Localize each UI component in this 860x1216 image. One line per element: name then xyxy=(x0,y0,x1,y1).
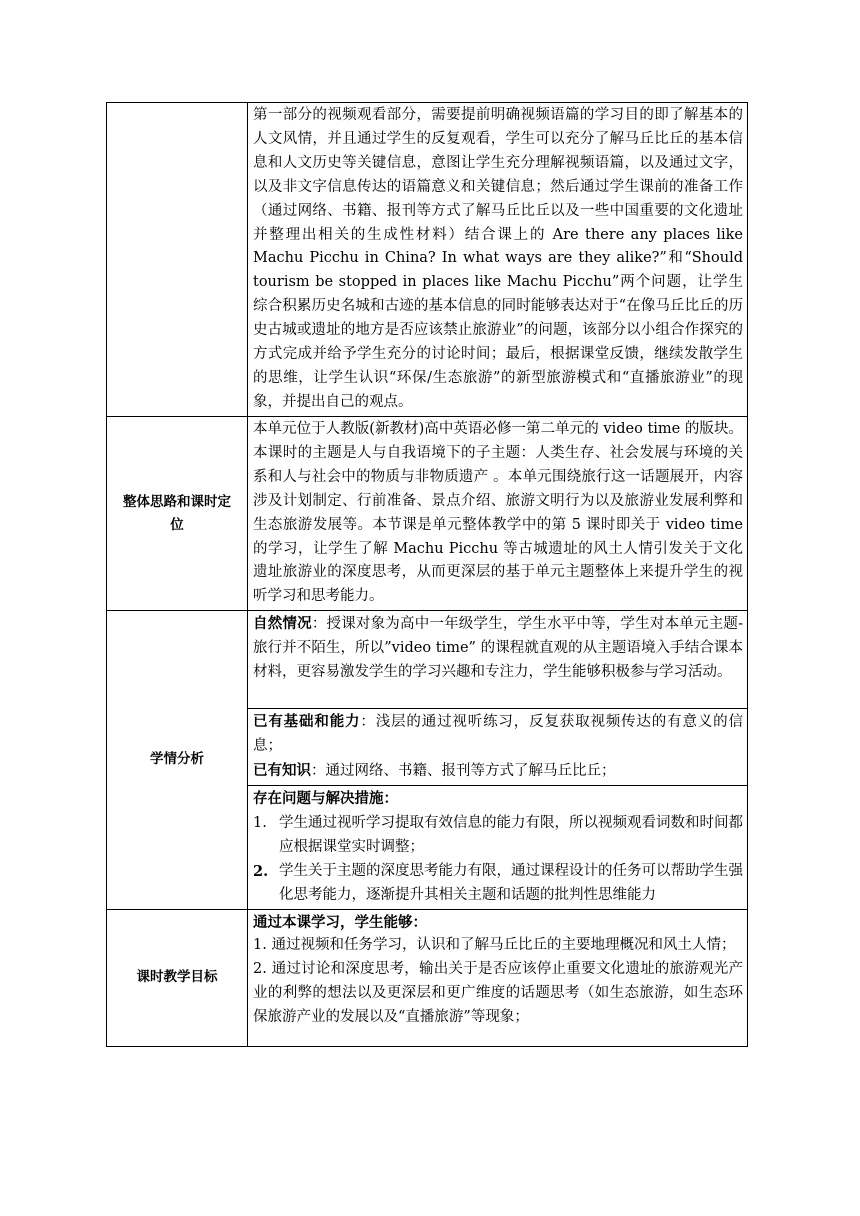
goal-item: 1. 通过视频和任务学习，认识和了解马丘比丘的主要地理概况和风土人情； xyxy=(253,937,736,954)
basis-title: 已有基础和能力 xyxy=(253,713,361,731)
goals-intro: 通过本课学习，学生能够： xyxy=(253,913,427,931)
list-text: 学生通过视听学习提取有效信息的能力有限，所以视频观看词数和时间都应根据课堂实时调整； xyxy=(279,814,743,855)
row-label-goals: 课时教学目标 xyxy=(107,909,248,1046)
goal-item: 2. 通过讨论和深度思考，输出关于是否应该停止重要文化遗址的旅游观光产业的利弊的想法以及更深层和更广维度的话题思考（如生态旅游，如生态环保旅游产业的发展以及“直播旅游”等现象； xyxy=(253,961,743,1026)
problems-title: 存在问题与解决措施 xyxy=(253,789,384,807)
natural-title: 自然情况 xyxy=(253,615,312,633)
row-label-overall: 整体思路和课时定位 xyxy=(107,417,248,611)
table-row xyxy=(107,611,748,709)
learner-problems-cell xyxy=(248,785,748,909)
table-row xyxy=(107,417,748,611)
knowledge-title: 已有知识 xyxy=(253,762,311,780)
lesson-plan-table xyxy=(106,102,748,1047)
list-item xyxy=(253,860,743,908)
list-text: 学生关于主题的深度思考能力有限，通过课程设计的任务可以帮助学生强化思考能力，逐渐提升其相关主题和话题的批判性思维能力 xyxy=(279,862,743,903)
basis-text: ：浅层的通过视听练习，反复获取视频传达的有意义的信息； xyxy=(253,714,744,755)
list-item xyxy=(253,812,743,860)
row-label-empty xyxy=(107,103,248,417)
knowledge-text: ：通过网络、书籍、报刊等方式了解马丘比丘； xyxy=(311,763,616,780)
learner-natural-cell xyxy=(248,611,748,709)
list-number: 2. xyxy=(253,862,269,880)
problems-colon: ： xyxy=(383,789,398,807)
goals-cell xyxy=(248,909,748,1046)
natural-text: ：授课对象为高中一年级学生，学生水平中等，学生对本单元主题-旅行并不陌生，所以”video time” 的课程就直观的从主题语境入手结合课本材料，更容易激发学生的学习兴趣和专注力，学生能够积极参与学习活动。 xyxy=(253,616,744,681)
row-label-learner: 学情分析 xyxy=(107,611,248,909)
table-row xyxy=(107,103,748,417)
table-row xyxy=(107,909,748,1046)
overall-text: 本单元位于人教版(新教材)高中英语必修一第二单元的 video time 的版块。本课时的主题是人与自我语境下的子主题：人类生存、社会发展与环境的关系和人与社会中的物质与非物质遗产 。本单元围绕旅行这一话题展开，内容涉及计划制定、行前准备、景点介绍、旅游文明行为以及旅游业发展利弊和生态旅游发展等。本节课是单元整体教学中的第 5 课时即关于 video time 的学习，让学生了解 Machu Picchu 等古城遗址的风土人情引发关于文化遗址旅游业的深度思考，从而更深层的基于单元主题整体上来提升学生的视听学习和思考能力。 xyxy=(248,417,748,611)
problems-list xyxy=(253,812,743,908)
list-number: 1. xyxy=(253,814,267,831)
video-section-text: 第一部分的视频观看部分，需要提前明确视频语篇的学习目的即了解基本的人文风情，并且通过学生的反复观看，学生可以充分了解马丘比丘的基本信息和人文历史等关键信息，意图让学生充分理解视频语篇，以及通过文字，以及非文字信息传达的语篇意义和关键信息；然后通过学生课前的准备工作（通过网络、书籍、报刊等方式了解马丘比丘以及一些中国重要的文化遗址并整理出相关的生成性材料）结合课上的 Are there any places like Machu Picchu in China? In what ways are they alike?”和“Should tourism be stopped in places like Machu Picchu”两个问题，让学生综合积累历史名城和古迹的基本信息的同时能够表达对于“在像马丘比丘的历史古城或遗址的地方是否应该禁止旅游业”的问题，该部分以小组合作探究的方式完成并给予学生充分的讨论时间；最后，根据课堂反馈，继续发散学生的思维，让学生认识“环保/生态旅游”的新型旅游模式和“直播旅游业”的现象，并提出自己的观点。 xyxy=(248,103,748,417)
learner-basis-cell xyxy=(248,709,748,786)
